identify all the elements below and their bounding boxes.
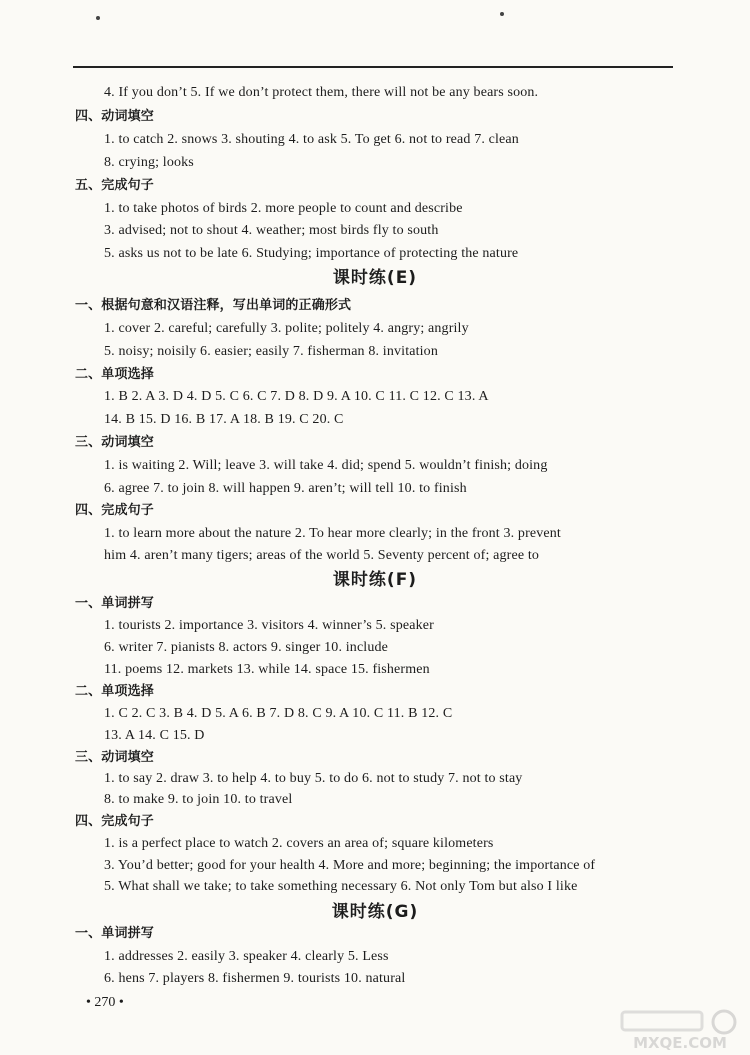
section-heading: 四、完成句子: [75, 503, 154, 518]
section-heading: 二、单项选择: [75, 684, 154, 699]
section-heading: 二、单项选择: [75, 367, 154, 382]
section-heading: 五、完成句子: [75, 178, 154, 193]
answer-line: 1. tourists 2. importance 3. visitors 4. winner’s 5. speaker: [104, 618, 434, 633]
section-heading: 三、动词填空: [75, 750, 154, 765]
answer-line: 1. to learn more about the nature 2. To hear more clearly; in the front 3. prevent: [104, 526, 561, 541]
section-heading: 四、动词填空: [75, 109, 154, 124]
answer-line: 1. B 2. A 3. D 4. D 5. C 6. C 7. D 8. D 9. A 10. C 11. C 12. C 13. A: [104, 389, 489, 404]
section-heading: 三、动词填空: [75, 435, 154, 450]
answer-line: 3. advised; not to shout 4. weather; most birds fly to south: [104, 223, 439, 238]
section-heading: 一、单词拼写: [75, 926, 154, 941]
answer-line: 8. to make 9. to join 10. to travel: [104, 792, 293, 807]
answer-line: 1. is a perfect place to watch 2. covers an area of; square kilometers: [104, 836, 494, 851]
svg-text:MXQE.COM: MXQE.COM: [633, 1034, 727, 1052]
answer-line: 1. addresses 2. easily 3. speaker 4. clearly 5. Less: [104, 949, 389, 964]
answer-line: 8. crying; looks: [104, 155, 194, 170]
header-rule: [73, 66, 673, 68]
answer-line: 3. You’d better; good for your health 4. More and more; beginning; the importance of: [104, 858, 596, 873]
answer-line: 6. writer 7. pianists 8. actors 9. singer 10. include: [104, 640, 389, 655]
page-speck: [500, 12, 504, 16]
lesson-title: 课时练(G): [331, 902, 419, 922]
section-heading: 一、根据句意和汉语注释，写出单词的正确形式: [75, 298, 352, 313]
lesson-title: 课时练(E): [332, 268, 418, 288]
answer-line: 6. agree 7. to join 8. will happen 9. aren’t; will tell 10. to finish: [104, 481, 467, 496]
answer-line: 1. to catch 2. snows 3. shouting 4. to ask 5. To get 6. not to read 7. clean: [104, 132, 519, 147]
answer-line: 1. to say 2. draw 3. to help 4. to buy 5. to do 6. not to study 7. not to stay: [104, 771, 523, 786]
answer-line: 1. C 2. C 3. B 4. D 5. A 6. B 7. D 8. C 9. A 10. C 11. B 12. C: [104, 706, 453, 721]
answer-line: 13. A 14. C 15. D: [104, 728, 205, 743]
answer-line: 14. B 15. D 16. B 17. A 18. B 19. C 20. C: [104, 412, 344, 427]
page-speck: [96, 16, 100, 20]
lesson-title: 课时练(F): [332, 570, 418, 590]
watermark-logo: [616, 1008, 744, 1052]
answer-line: 1. to take photos of birds 2. more people to count and describe: [104, 201, 463, 216]
answer-line: 1. is waiting 2. Will; leave 3. will take 4. did; spend 5. wouldn’t finish; doing: [104, 458, 548, 473]
answer-line: 1. cover 2. careful; carefully 3. polite; politely 4. angry; angrily: [104, 321, 469, 336]
answer-line: him 4. aren’t many tigers; areas of the world 5. Seventy percent of; agree to: [104, 548, 540, 563]
section-heading: 一、单词拼写: [75, 596, 154, 611]
answer-line: 5. What shall we take; to take something necessary 6. Not only Tom but also I like: [104, 879, 578, 894]
answer-line: 11. poems 12. markets 13. while 14. space 15. fishermen: [104, 662, 430, 677]
section-heading: 四、完成句子: [75, 814, 154, 829]
answer-line: 5. asks us not to be late 6. Studying; importance of protecting the nature: [104, 246, 519, 261]
page-number: • 270 •: [86, 995, 124, 1010]
answer-line: 6. hens 7. players 8. fishermen 9. tourists 10. natural: [104, 971, 406, 986]
answer-line: 4. If you don’t 5. If we don’t protect them, there will not be any bears soon.: [104, 85, 539, 100]
answer-line: 5. noisy; noisily 6. easier; easily 7. fisherman 8. invitation: [104, 344, 438, 359]
